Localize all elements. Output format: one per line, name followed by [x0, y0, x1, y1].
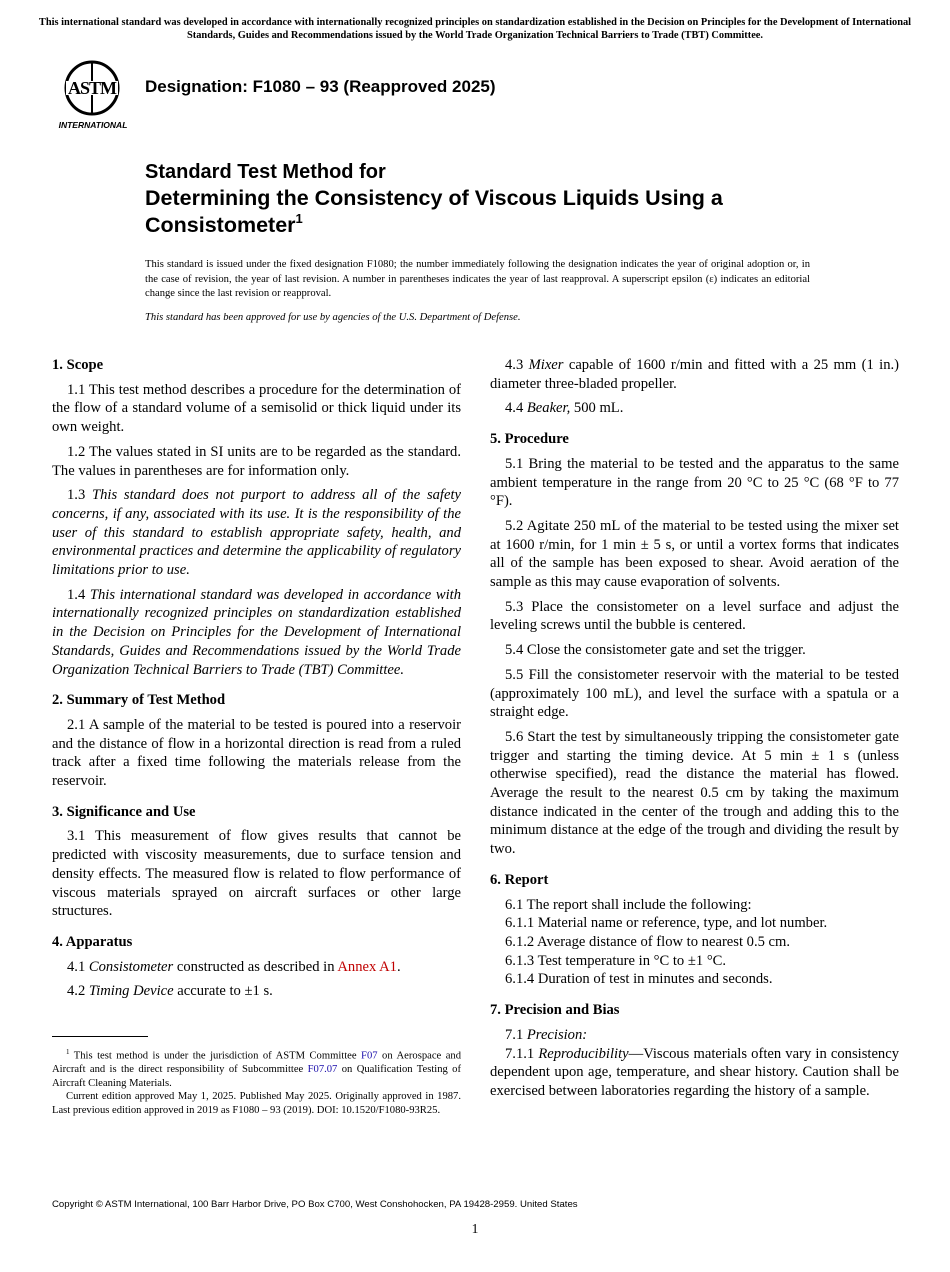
- paragraph: [52, 486, 461, 580]
- para-text: constructed as described in: [173, 958, 338, 975]
- term: Precision:: [526, 1026, 588, 1043]
- term: Beaker,: [526, 400, 571, 417]
- page-number: 1: [471, 1221, 479, 1236]
- section-heading: 7. Precision and Bias: [490, 1002, 620, 1019]
- committee-link[interactable]: F07: [361, 1050, 378, 1062]
- title-text: Determining the Consistency of Viscous Liquids Using a Consistometer: [145, 186, 723, 237]
- footnote-rule: [52, 1036, 148, 1037]
- term: Reproducibility: [538, 1045, 629, 1062]
- report-items: [490, 896, 899, 990]
- paragraph: [490, 399, 899, 418]
- section-heading: 3. Significance and Use: [52, 803, 196, 820]
- para-text: 500 mL.: [570, 400, 624, 417]
- copyright: Copyright © ASTM International, 100 Barr Harbor Drive, PO Box C700, West Conshohocken, PA 19428-2959. United States: [52, 1199, 578, 1210]
- para-number: 1.3: [67, 487, 93, 504]
- logo-caption: INTERNATIONAL: [58, 120, 128, 130]
- section-heading: 5. Procedure: [490, 431, 569, 448]
- list-item: 6.1.1 Material name or reference, type, and lot number.: [505, 915, 828, 932]
- para-number: 4.1: [67, 958, 89, 975]
- list-item: 6.1.4 Duration of test in minutes and seconds.: [505, 971, 773, 988]
- title-footnote-mark: 1: [295, 211, 303, 226]
- paragraph: [490, 356, 899, 393]
- paragraph: 5.6 Start the test by simultaneously tripping the consistometer gate trigger and starting the timing device. At 5 min ± 1 s (unless otherwise specified), read the distance the material has flowed. Average the result to the nearest 0.5 cm by taking the maximum distance indicated in the center of the trough and adding this to the minimum distance at the edge of the trough and dividing the result by two.: [490, 728, 899, 858]
- paragraph: 5.4 Close the consistometer gate and set the trigger.: [505, 642, 806, 659]
- annex-link[interactable]: Annex A1: [337, 958, 397, 975]
- paragraph: 5.3 Place the consistometer on a level surface and adjust the leveling screws until the bubble is centered.: [490, 598, 899, 634]
- section-heading: 6. Report: [490, 871, 549, 888]
- para-number: 4.4: [505, 400, 527, 417]
- footnotes: [52, 1046, 461, 1118]
- dod-note: This standard has been approved for use by agencies of the U.S. Department of Defense.: [145, 312, 521, 323]
- paragraph: 3.1 This measurement of flow gives results that cannot be predicted with viscosity measurements, due to surface tension and density effects. The measured flow is related to flow performance of viscous materials sprayed on aircraft surfaces or other large structures.: [52, 828, 461, 920]
- list-item: 6.1.2 Average distance of flow to nearest 0.5 cm.: [505, 933, 791, 950]
- para-number: 1.4: [67, 586, 90, 603]
- para-text: —Viscous materials often vary in consistency dependent upon age, temperature, and shear history. Caution shall be exercised between laboratories regarding the history of a sample.: [490, 1045, 899, 1099]
- top-notice: This international standard was developed in accordance with internationally recognized principles on standardization established in the Decision on Principles for the Development of International Standards, Guides and Recommendations issued by the World Trade Organization Technical Barriers to Trade (TBT) Committee.: [38, 17, 912, 41]
- para-number: 4.2: [67, 983, 89, 1000]
- term: Consistometer: [88, 958, 174, 975]
- footnote-text: on Aerospace and Aircraft and is the direct responsibility of Subcommittee: [52, 1050, 461, 1076]
- paragraph: [490, 1045, 899, 1101]
- list-item: 6.1.3 Test temperature in °C to ±1 °C.: [505, 952, 727, 969]
- footnote-text: This test method is under the jurisdiction of ASTM Committee: [69, 1050, 362, 1062]
- paragraph: [490, 1026, 899, 1045]
- section-heading: 2. Summary of Test Method: [52, 692, 226, 709]
- paragraph: 2.1 A sample of the material to be tested is poured into a reservoir and the distance of flow in a horizontal direction is read from a ruled track after a fixed time following the materials release from the reservoir.: [52, 716, 461, 790]
- para-number: 7.1: [505, 1026, 527, 1043]
- footnote-mark: 1: [66, 1048, 70, 1056]
- section-heading: 1. Scope: [52, 357, 104, 373]
- standard-note: This standard is issued under the fixed designation F1080; the number immediately following the designation indicates the year of original adoption or, in the case of revision, the year of last revision. A number in parentheses indicates the year of last reapproval. A superscript epsilon (ε) indicates an editorial change since the last revision or reapproval.: [145, 259, 810, 299]
- para-number: 7.1.1: [505, 1045, 539, 1062]
- paragraph: [52, 982, 461, 1001]
- footnote-1: [52, 1046, 461, 1090]
- para-text: This standard does not purport to address all of the safety concerns, if any, associated with its use. It is the responsibility of the user of this standard to establish appropriate safety, health, and environmental practices and determine the applicability of regulatory limitations prior to use.: [52, 487, 461, 579]
- paragraph: 1.2 The values stated in SI units are to be regarded as the standard. The values in parentheses are for information only.: [52, 443, 461, 479]
- paragraph: 5.2 Agitate 250 mL of the material to be tested using the mixer set at 1600 r/min, for 1 min ± 5 s, or until a vortex forms that indicates all of the sample has been exposed to shear. Avoid aeration of the sample as this may cause evaporation of solvents.: [490, 517, 899, 591]
- right-column: [490, 356, 899, 1107]
- para-text: accurate to ±1 s.: [173, 983, 273, 1000]
- paragraph: 5.1 Bring the material to be tested and the apparatus to the same ambient temperature in the range from 20 °C to 25 °C (68 °F to 77 °F).: [490, 455, 899, 510]
- title-block: [145, 160, 865, 239]
- para-number: 4.3: [505, 357, 529, 373]
- paragraph: [52, 586, 461, 680]
- para-text: This international standard was developed in accordance with internationally recognized principles on standardization established in the Decision on Principles for the Development of International Standards, Guides and Recommendations issued by the World Trade Organization Technical Barriers to Trade (TBT) Committee.: [52, 586, 462, 678]
- footnote-edition: Current edition approved May 1, 2025. Published May 2025. Originally approved in 1987. Last previous edition approved in 2019 as F1080 – 93 (2019). DOI: 10.1520/F1080-93R25.: [52, 1091, 461, 1116]
- title-line1: Standard Test Method for: [145, 161, 386, 183]
- footnote-text: on Qualification Testing of Aircraft Cleaning Materials.: [52, 1064, 461, 1089]
- subcommittee-link[interactable]: F07.07: [307, 1064, 338, 1076]
- astm-logo: [52, 58, 136, 132]
- paragraph: 5.5 Fill the consistometer reservoir with the material to be tested (approximately 100 mL), and level the surface with a spatula or a straight edge.: [490, 666, 899, 721]
- para-text: .: [396, 958, 401, 975]
- para-text: capable of 1600 r/min and fitted with a 25 mm (1 in.) diameter three-bladed propeller.: [490, 357, 899, 392]
- logo-letters: ASTM: [67, 78, 117, 98]
- paragraph: [52, 958, 461, 977]
- section-heading: 4. Apparatus: [52, 933, 133, 950]
- list-item: 6.1 The report shall include the following:: [505, 896, 752, 913]
- term: Mixer: [528, 357, 564, 373]
- title-main: [145, 185, 865, 239]
- designation: Designation: F1080 – 93 (Reapproved 2025): [145, 77, 496, 96]
- left-column: [52, 356, 461, 1007]
- term: Timing Device: [88, 983, 174, 1000]
- paragraph: 1.1 This test method describes a procedure for the determination of the flow of a standard volume of a semisolid or thick liquid under its own weight.: [52, 381, 461, 436]
